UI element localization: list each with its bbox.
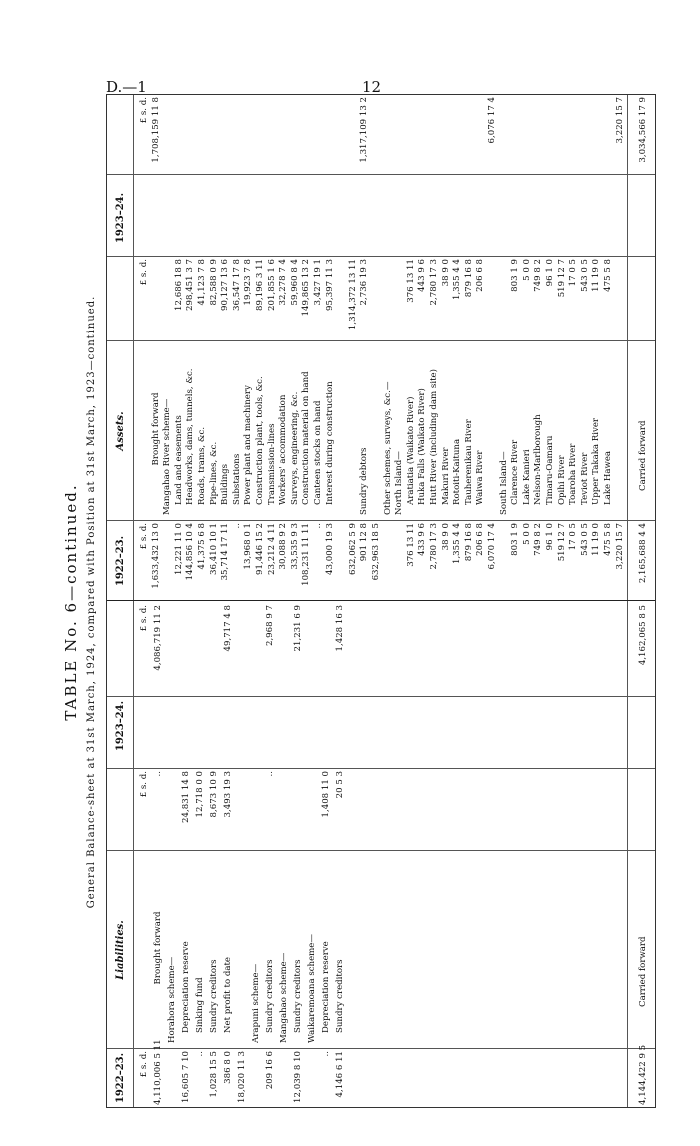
- amount-prev: 543 0 5: [579, 523, 590, 556]
- amount-curr-detail: 19,923 7 8: [243, 259, 254, 306]
- table-row: [333, 601, 347, 1107]
- amount-curr-total: 2,968 9 7: [265, 605, 275, 647]
- row-label: Sinking fund: [195, 977, 205, 1033]
- row-label: Arapuni scheme—: [251, 963, 261, 1043]
- page-number: 12: [362, 78, 382, 96]
- amount-prev: 1,633,432 13 0: [150, 523, 161, 589]
- amount-curr-detail: 59,960 8 4: [289, 259, 300, 306]
- row-label: Interest during construction: [324, 381, 335, 505]
- amount-prev: 43,000 19 3: [324, 523, 335, 575]
- row-label: Timaru-Oamaru: [545, 435, 555, 505]
- amount-prev: 5 0 0: [521, 523, 532, 545]
- row-label: Mangahao River scheme—: [162, 398, 173, 515]
- row-label: Toaroha River: [568, 443, 579, 505]
- amount-prev: ..: [321, 1051, 331, 1057]
- row-label: Tauherenikau River: [463, 419, 474, 505]
- row-label: Mangahao scheme—: [279, 952, 289, 1043]
- row-label: Horahora scheme—: [167, 956, 177, 1043]
- unit-label: £ s. d.: [139, 97, 149, 124]
- amount-curr-detail: 17 0 5: [568, 259, 579, 287]
- row-label: Construction material on hand: [301, 371, 312, 505]
- assets-col-curr: 1923–24.: [115, 192, 126, 244]
- table-subtitle: General Balance-sheet at 31st March, 1924, compared with Position at 31st March, 1923—continued.: [86, 295, 97, 909]
- row-label: Clarence River: [510, 439, 521, 505]
- amount-prev: 17 0 5: [568, 523, 579, 551]
- amount-prev: ..: [195, 1051, 205, 1057]
- liabilities-col-curr: 1923–24.: [115, 700, 126, 752]
- amount-curr-detail: 519 12 7: [556, 259, 567, 298]
- amount-curr-detail: 206 6 8: [475, 259, 486, 292]
- row-label: Makuri River: [440, 447, 451, 505]
- table-row: [235, 601, 249, 1107]
- row-label: Sundry creditors: [293, 959, 303, 1033]
- liabilities-section: [107, 601, 655, 1107]
- row-label: Brought forward: [150, 392, 161, 466]
- amount-prev: 18,020 11 3: [237, 1051, 247, 1103]
- amount-prev: 433 9 6: [417, 523, 428, 556]
- amount-prev: 13,968 0 1: [243, 523, 254, 570]
- amount-curr-detail: 749 8 2: [533, 259, 544, 292]
- balance-sheet-table: [106, 94, 656, 1108]
- row-label: Sundry debtors: [359, 447, 370, 515]
- amount-curr-total: 6,076 17 4: [487, 97, 497, 144]
- table-row: [263, 601, 277, 1107]
- row-label: Depreciation reserve: [181, 941, 191, 1033]
- amount-curr-detail: 82,588 0 9: [208, 259, 219, 306]
- amount-curr-total: 4,086,719 11 2: [153, 605, 163, 671]
- unit-label: £ s. d.: [139, 605, 149, 632]
- row-label: Rotoiti-Kaituna: [452, 438, 463, 505]
- amount-prev: ..: [231, 523, 242, 529]
- row-label: South Island—: [498, 451, 509, 515]
- row-label: Net profit to date: [223, 956, 233, 1033]
- table-row: [221, 601, 235, 1107]
- amount-prev: 36,410 10 1: [208, 523, 219, 575]
- page-ref: D.—1: [106, 78, 147, 96]
- amount-curr-detail: 2,780 17 3: [429, 259, 439, 306]
- amount-prev: 23,212 4 11: [266, 523, 277, 575]
- amount-prev: 35,714 17 11: [220, 523, 231, 581]
- amount-prev: 30,088 9 2: [278, 523, 289, 570]
- liabilities-heading: Liabilities.: [115, 920, 126, 980]
- table-row: [179, 601, 193, 1107]
- amount-prev: 91,446 15 2: [255, 523, 265, 575]
- row-label: Buildings: [220, 463, 231, 505]
- amount-curr-detail: 543 0 5: [579, 259, 590, 292]
- amount-prev: 386 8 0: [223, 1051, 233, 1084]
- liabilities-unit-row: [137, 601, 151, 1107]
- amount-curr-detail: ..: [265, 771, 275, 777]
- unit-label: £ s. d.: [139, 259, 149, 286]
- liabilities-col-prev: 1922–23.: [115, 1052, 126, 1104]
- amount-curr-detail: 1,355 4 4: [452, 259, 463, 301]
- table-row: [207, 601, 221, 1107]
- row-label: Headworks, dams, tunnels, &c.: [185, 368, 196, 505]
- row-label: Other schemes, surveys, &c.—: [382, 381, 393, 515]
- row-label: Construction plant, tools, &c.: [255, 376, 265, 505]
- row-label: Waiwa River: [475, 450, 486, 505]
- row-label: Nelson-Marlborough: [533, 414, 544, 505]
- amount-prev: 475 5 8: [603, 523, 613, 556]
- row-label: Power plant and machinery: [243, 385, 254, 505]
- row-label: Hutt River (including dam site): [429, 369, 439, 505]
- amount-prev: 6,070 17 4: [487, 523, 497, 570]
- amount-curr-detail: 38 9 0: [440, 259, 451, 287]
- row-label: Sundry creditors: [209, 959, 219, 1033]
- row-label: Substations: [231, 453, 242, 505]
- unit-label: £ s. d.: [139, 523, 149, 550]
- amount-curr-detail: 5 0 0: [521, 259, 532, 281]
- amount-curr-detail: 879 16 8: [463, 259, 474, 298]
- row-label: Upper Takaka River: [591, 417, 602, 505]
- row-label: Depreciation reserve: [321, 941, 331, 1033]
- amount-curr-total: 3,220 15 7: [614, 97, 625, 144]
- amount-prev: 632,062 5 9: [347, 523, 358, 575]
- assets-col-prev: 1922–23.: [115, 535, 126, 587]
- amount-prev: 33,535 9 3: [289, 523, 300, 570]
- table-row: [151, 601, 165, 1107]
- amount-prev: 41,375 6 8: [197, 523, 207, 570]
- amount-prev: 16,605 7 10: [181, 1051, 191, 1103]
- table-row: [319, 601, 333, 1107]
- table-row: [291, 601, 305, 1107]
- amount-curr-detail: 32,278 7 4: [278, 259, 289, 306]
- amount-curr-detail: 475 5 8: [603, 259, 613, 292]
- amount-curr-detail: 20 5 3: [335, 771, 345, 799]
- amount-curr-detail: 12,718 0 0: [195, 771, 205, 818]
- row-label: Land and easements: [173, 415, 184, 505]
- amount-curr-detail: 8,673 10 9: [209, 771, 219, 818]
- rotated-table-page: [56, 84, 696, 1120]
- assets-section: [107, 95, 655, 601]
- amount-curr-detail: 11 19 0: [591, 259, 602, 292]
- amount-curr-detail: 803 1 9: [510, 259, 521, 292]
- table-row: [165, 601, 179, 1107]
- amount-curr-total: 21,231 6 9: [293, 605, 303, 652]
- assets-heading: Assets.: [115, 411, 126, 451]
- amount-curr-detail: ..: [153, 771, 163, 777]
- row-label: Opihi River: [556, 455, 567, 505]
- amount-prev: 209 16 6: [265, 1051, 275, 1090]
- amount-prev: 3,220 15 7: [614, 523, 625, 570]
- amount-curr-detail: 149,865 13 2: [301, 259, 312, 317]
- amount-prev: 803 1 9: [510, 523, 521, 556]
- row-label: Lake Kanieri: [521, 449, 532, 505]
- amount-curr-detail: 95,397 11 3: [324, 259, 335, 311]
- row-label: Pipe-lines, &c.: [208, 441, 219, 505]
- amount-curr-total: 1,317,109 13 2: [359, 97, 370, 163]
- amount-curr-detail: 89,196 3 11: [255, 259, 265, 311]
- row-label: Brought forward: [153, 911, 163, 985]
- row-label: Huka Falls (Waikato River): [417, 388, 428, 505]
- amount-prev: 519 12 7: [556, 523, 567, 562]
- row-label: Sundry creditors: [265, 959, 275, 1033]
- assets-carried-forward: 2,165,688 4 4 Carried forward 3,034,566 17 9: [638, 97, 648, 584]
- amount-prev: 2,780 17 3: [429, 523, 439, 570]
- table-row: [613, 95, 627, 601]
- amount-curr-detail: 36,547 17 8: [231, 259, 242, 311]
- amount-prev: 1,028 15 5: [209, 1051, 219, 1098]
- amount-prev: 96 1 0: [545, 523, 555, 551]
- unit-label: £ s. d.: [139, 771, 149, 798]
- amount-prev: 108,231 11 11: [301, 523, 312, 586]
- table-row: [249, 601, 263, 1107]
- amount-curr-detail: 1,408 11 0: [321, 771, 331, 818]
- amount-curr-detail: 201,855 1 6: [266, 259, 277, 311]
- amount-curr-detail: 443 9 6: [417, 259, 428, 292]
- amount-curr-total: 1,428 16 3: [335, 605, 345, 652]
- liabilities-carried-forward: 4,144,422 9 5 Carried forward 4,162,065 8 5: [638, 605, 648, 1105]
- table-title: TABLE No. 6—continued.: [62, 483, 80, 721]
- amount-prev: 879 16 8: [463, 523, 474, 562]
- row-label: Roads, trams, &c.: [197, 426, 207, 505]
- amount-curr-detail: 90,127 13 6: [220, 259, 231, 311]
- table-row: [305, 601, 319, 1107]
- amount-curr-total: 1,708,159 11 8: [150, 97, 161, 163]
- amount-prev: 749 8 2: [533, 523, 544, 556]
- row-label: Canteen stocks on hand: [313, 400, 323, 505]
- amount-prev: 1,355 4 4: [452, 523, 463, 565]
- row-label: Workers' accommodation: [278, 394, 289, 505]
- amount-prev: 206 6 8: [475, 523, 486, 556]
- table-row: [277, 601, 291, 1107]
- amount-curr-detail: 96 1 0: [545, 259, 555, 287]
- amount-curr-detail: 1,314,372 13 11: [347, 259, 358, 331]
- amount-curr-detail: 376 13 11: [405, 259, 416, 303]
- amount-prev: 632,963 18 5: [371, 523, 381, 581]
- unit-label: £ s. d.: [139, 1051, 149, 1078]
- amount-prev: 11 19 0: [591, 523, 602, 556]
- row-label: Lake Hawea: [603, 450, 613, 505]
- amount-prev: 144,856 10 4: [185, 523, 196, 581]
- amount-prev: 376 13 11: [405, 523, 416, 567]
- amount-prev: 38 9 0: [440, 523, 451, 551]
- amount-curr-detail: 24,831 14 8: [181, 771, 191, 823]
- row-label: Aratiatia (Waikato River): [405, 396, 416, 505]
- row-label: Teviot River: [579, 452, 590, 505]
- amount-curr-detail: 2,736 19 3: [359, 259, 370, 306]
- amount-prev: 4,110,006 5 11: [153, 1039, 163, 1105]
- amount-curr-detail: 3,427 19 1: [313, 259, 323, 306]
- row-label: North Island—: [394, 451, 405, 515]
- amount-prev: 4,146 6 11: [335, 1051, 345, 1098]
- amount-curr-detail: 298,451 3 7: [185, 259, 196, 311]
- row-label: Sundry creditors: [335, 959, 345, 1033]
- amount-prev: 12,221 11 0: [173, 523, 184, 575]
- row-label: Waikaremoana scheme—: [307, 934, 317, 1043]
- table-row: [193, 601, 207, 1107]
- row-label: Surveys, engineering, &c.: [289, 391, 300, 505]
- amount-curr-detail: 12,686 18 8: [173, 259, 184, 311]
- amount-curr-detail: 3,493 19 3: [223, 771, 233, 818]
- amount-curr-detail: 41,123 7 8: [197, 259, 207, 306]
- amount-prev: ..: [313, 523, 323, 529]
- amount-prev: 12,039 8 10: [293, 1051, 303, 1103]
- amount-curr-total: 49,717 4 8: [223, 605, 233, 652]
- amount-prev: 901 12 8: [359, 523, 370, 562]
- row-label: Transmission-lines: [266, 423, 277, 505]
